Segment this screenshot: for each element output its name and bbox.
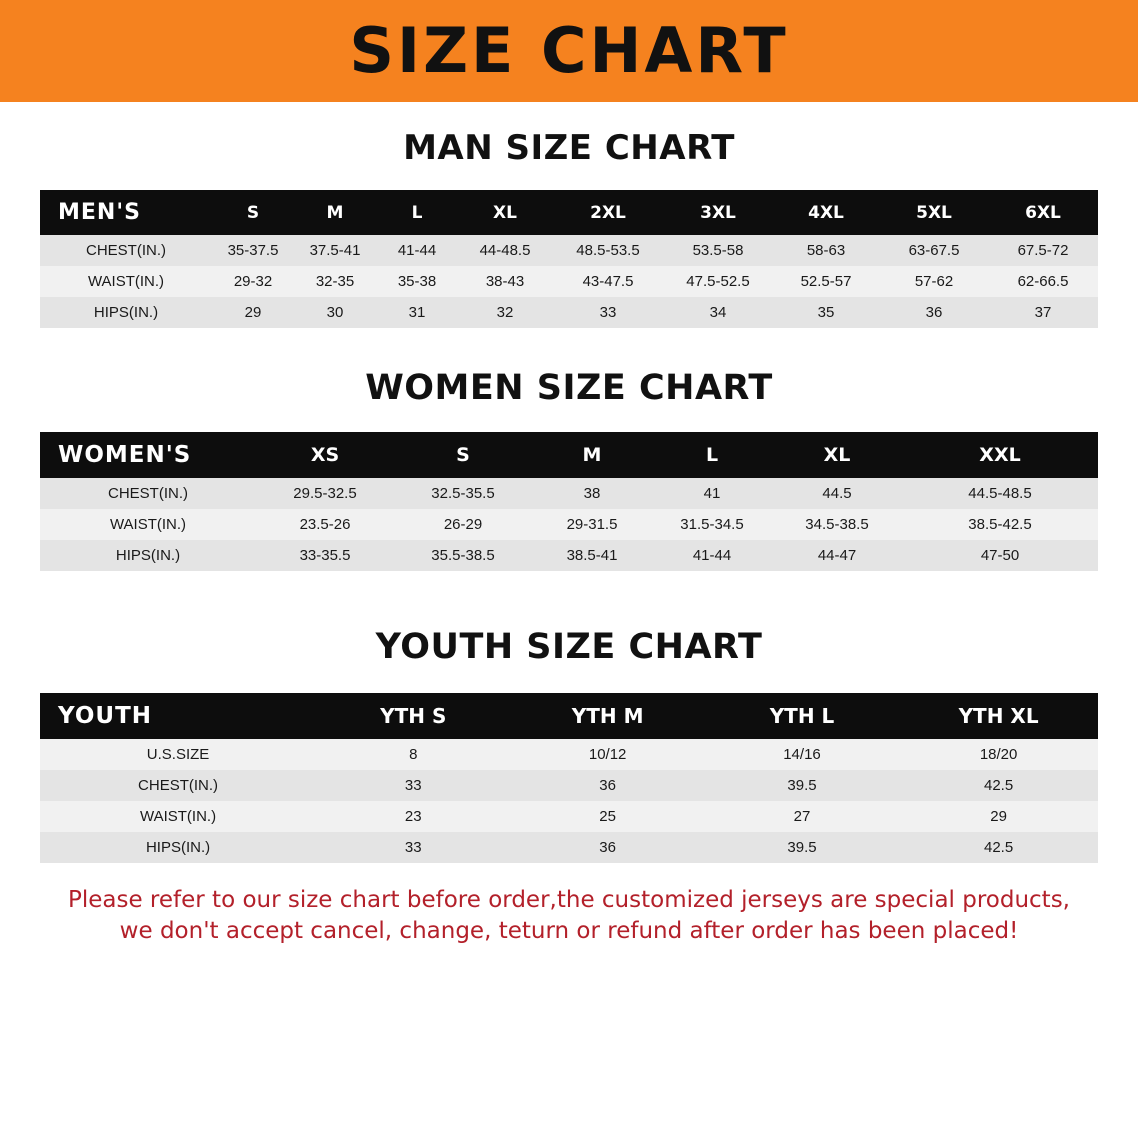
man-table-header-row <box>40 190 1098 235</box>
table-cell: 37 <box>988 297 1098 328</box>
page-title: SIZE CHART <box>349 14 789 87</box>
youth-header-cell: YTH L <box>705 693 899 739</box>
table-cell: 39.5 <box>705 770 899 801</box>
table-cell: 33 <box>552 297 664 328</box>
table-cell: 38.5-41 <box>532 540 652 571</box>
table-cell: 41-44 <box>652 540 772 571</box>
youth-size-table <box>40 693 1098 863</box>
table-row <box>40 235 1098 266</box>
table-cell: 37.5-41 <box>294 235 376 266</box>
man-header-cell: XL <box>458 190 552 235</box>
table-cell: 26-29 <box>394 509 532 540</box>
row-label: HIPS(IN.) <box>40 540 256 571</box>
women-header-cell: M <box>532 432 652 478</box>
youth-table-wrapper <box>40 693 1098 863</box>
row-label: U.S.SIZE <box>40 739 316 770</box>
table-cell: 38-43 <box>458 266 552 297</box>
table-row <box>40 540 1098 571</box>
table-cell: 33 <box>316 770 510 801</box>
table-cell: 34 <box>664 297 772 328</box>
table-cell: 67.5-72 <box>988 235 1098 266</box>
table-cell: 36 <box>510 770 704 801</box>
table-cell: 41-44 <box>376 235 458 266</box>
table-cell: 44.5 <box>772 478 902 509</box>
table-cell: 29-32 <box>212 266 294 297</box>
youth-header-cell: YTH S <box>316 693 510 739</box>
table-cell: 31 <box>376 297 458 328</box>
row-label: HIPS(IN.) <box>40 832 316 863</box>
women-header-cell: WOMEN'S <box>40 432 256 478</box>
table-cell: 53.5-58 <box>664 235 772 266</box>
table-cell: 34.5-38.5 <box>772 509 902 540</box>
table-cell: 23.5-26 <box>256 509 394 540</box>
women-header-cell: S <box>394 432 532 478</box>
row-label: WAIST(IN.) <box>40 801 316 832</box>
size-chart-banner <box>0 0 1138 102</box>
table-cell: 48.5-53.5 <box>552 235 664 266</box>
man-header-cell: 5XL <box>880 190 988 235</box>
women-header-cell: L <box>652 432 772 478</box>
table-cell: 30 <box>294 297 376 328</box>
row-label: CHEST(IN.) <box>40 235 212 266</box>
women-header-cell: XL <box>772 432 902 478</box>
table-cell: 35-37.5 <box>212 235 294 266</box>
table-cell: 35.5-38.5 <box>394 540 532 571</box>
table-cell: 10/12 <box>510 739 704 770</box>
man-header-cell: 6XL <box>988 190 1098 235</box>
table-cell: 42.5 <box>899 770 1098 801</box>
table-cell: 32.5-35.5 <box>394 478 532 509</box>
table-cell: 47.5-52.5 <box>664 266 772 297</box>
table-cell: 62-66.5 <box>988 266 1098 297</box>
table-cell: 38.5-42.5 <box>902 509 1098 540</box>
disclaimer-line-1: Please refer to our size chart before order,the customized jerseys are special products, <box>67 887 1070 913</box>
table-cell: 47-50 <box>902 540 1098 571</box>
table-cell: 25 <box>510 801 704 832</box>
table-cell: 29-31.5 <box>532 509 652 540</box>
row-label: CHEST(IN.) <box>40 478 256 509</box>
disclaimer-note <box>36 885 1102 947</box>
table-cell: 14/16 <box>705 739 899 770</box>
women-section-title: WOMEN SIZE CHART <box>365 368 773 408</box>
table-cell: 29 <box>212 297 294 328</box>
table-cell: 63-67.5 <box>880 235 988 266</box>
table-cell: 36 <box>510 832 704 863</box>
man-header-cell: M <box>294 190 376 235</box>
table-cell: 18/20 <box>899 739 1098 770</box>
table-cell: 43-47.5 <box>552 266 664 297</box>
youth-header-cell: YTH M <box>510 693 704 739</box>
table-cell: 31.5-34.5 <box>652 509 772 540</box>
table-cell: 27 <box>705 801 899 832</box>
table-cell: 52.5-57 <box>772 266 880 297</box>
women-table-wrapper <box>40 432 1098 571</box>
disclaimer-line-2: we don't accept cancel, change, teturn or refund after order has been placed! <box>119 918 1019 945</box>
row-label: HIPS(IN.) <box>40 297 212 328</box>
youth-header-cell: YTH XL <box>899 693 1098 739</box>
table-cell: 8 <box>316 739 510 770</box>
table-row <box>40 770 1098 801</box>
table-cell: 35 <box>772 297 880 328</box>
table-cell: 32-35 <box>294 266 376 297</box>
table-row <box>40 832 1098 863</box>
man-header-cell: L <box>376 190 458 235</box>
row-label: CHEST(IN.) <box>40 770 316 801</box>
table-cell: 58-63 <box>772 235 880 266</box>
man-table-wrapper <box>40 190 1098 328</box>
man-section-title: MAN SIZE CHART <box>403 128 735 168</box>
women-table-header-row <box>40 432 1098 478</box>
table-cell: 29.5-32.5 <box>256 478 394 509</box>
table-cell: 33 <box>316 832 510 863</box>
row-label: WAIST(IN.) <box>40 266 212 297</box>
women-header-cell: XXL <box>902 432 1098 478</box>
youth-section-title: YOUTH SIZE CHART <box>375 627 763 667</box>
table-cell: 29 <box>899 801 1098 832</box>
table-row <box>40 266 1098 297</box>
table-cell: 41 <box>652 478 772 509</box>
table-cell: 33-35.5 <box>256 540 394 571</box>
table-cell: 39.5 <box>705 832 899 863</box>
table-cell: 44-48.5 <box>458 235 552 266</box>
man-size-table <box>40 190 1098 328</box>
table-row <box>40 801 1098 832</box>
table-cell: 57-62 <box>880 266 988 297</box>
table-row <box>40 478 1098 509</box>
table-cell: 23 <box>316 801 510 832</box>
table-row <box>40 509 1098 540</box>
man-header-cell: 3XL <box>664 190 772 235</box>
table-cell: 44-47 <box>772 540 902 571</box>
women-size-table <box>40 432 1098 571</box>
table-row <box>40 297 1098 328</box>
man-header-cell: 4XL <box>772 190 880 235</box>
table-cell: 38 <box>532 478 652 509</box>
man-header-cell: MEN'S <box>40 190 212 235</box>
man-header-cell: 2XL <box>552 190 664 235</box>
youth-header-cell: YOUTH <box>40 693 316 739</box>
table-row <box>40 739 1098 770</box>
man-header-cell: S <box>212 190 294 235</box>
row-label: WAIST(IN.) <box>40 509 256 540</box>
women-header-cell: XS <box>256 432 394 478</box>
youth-table-header-row <box>40 693 1098 739</box>
table-cell: 35-38 <box>376 266 458 297</box>
table-cell: 42.5 <box>899 832 1098 863</box>
table-cell: 32 <box>458 297 552 328</box>
table-cell: 44.5-48.5 <box>902 478 1098 509</box>
table-cell: 36 <box>880 297 988 328</box>
